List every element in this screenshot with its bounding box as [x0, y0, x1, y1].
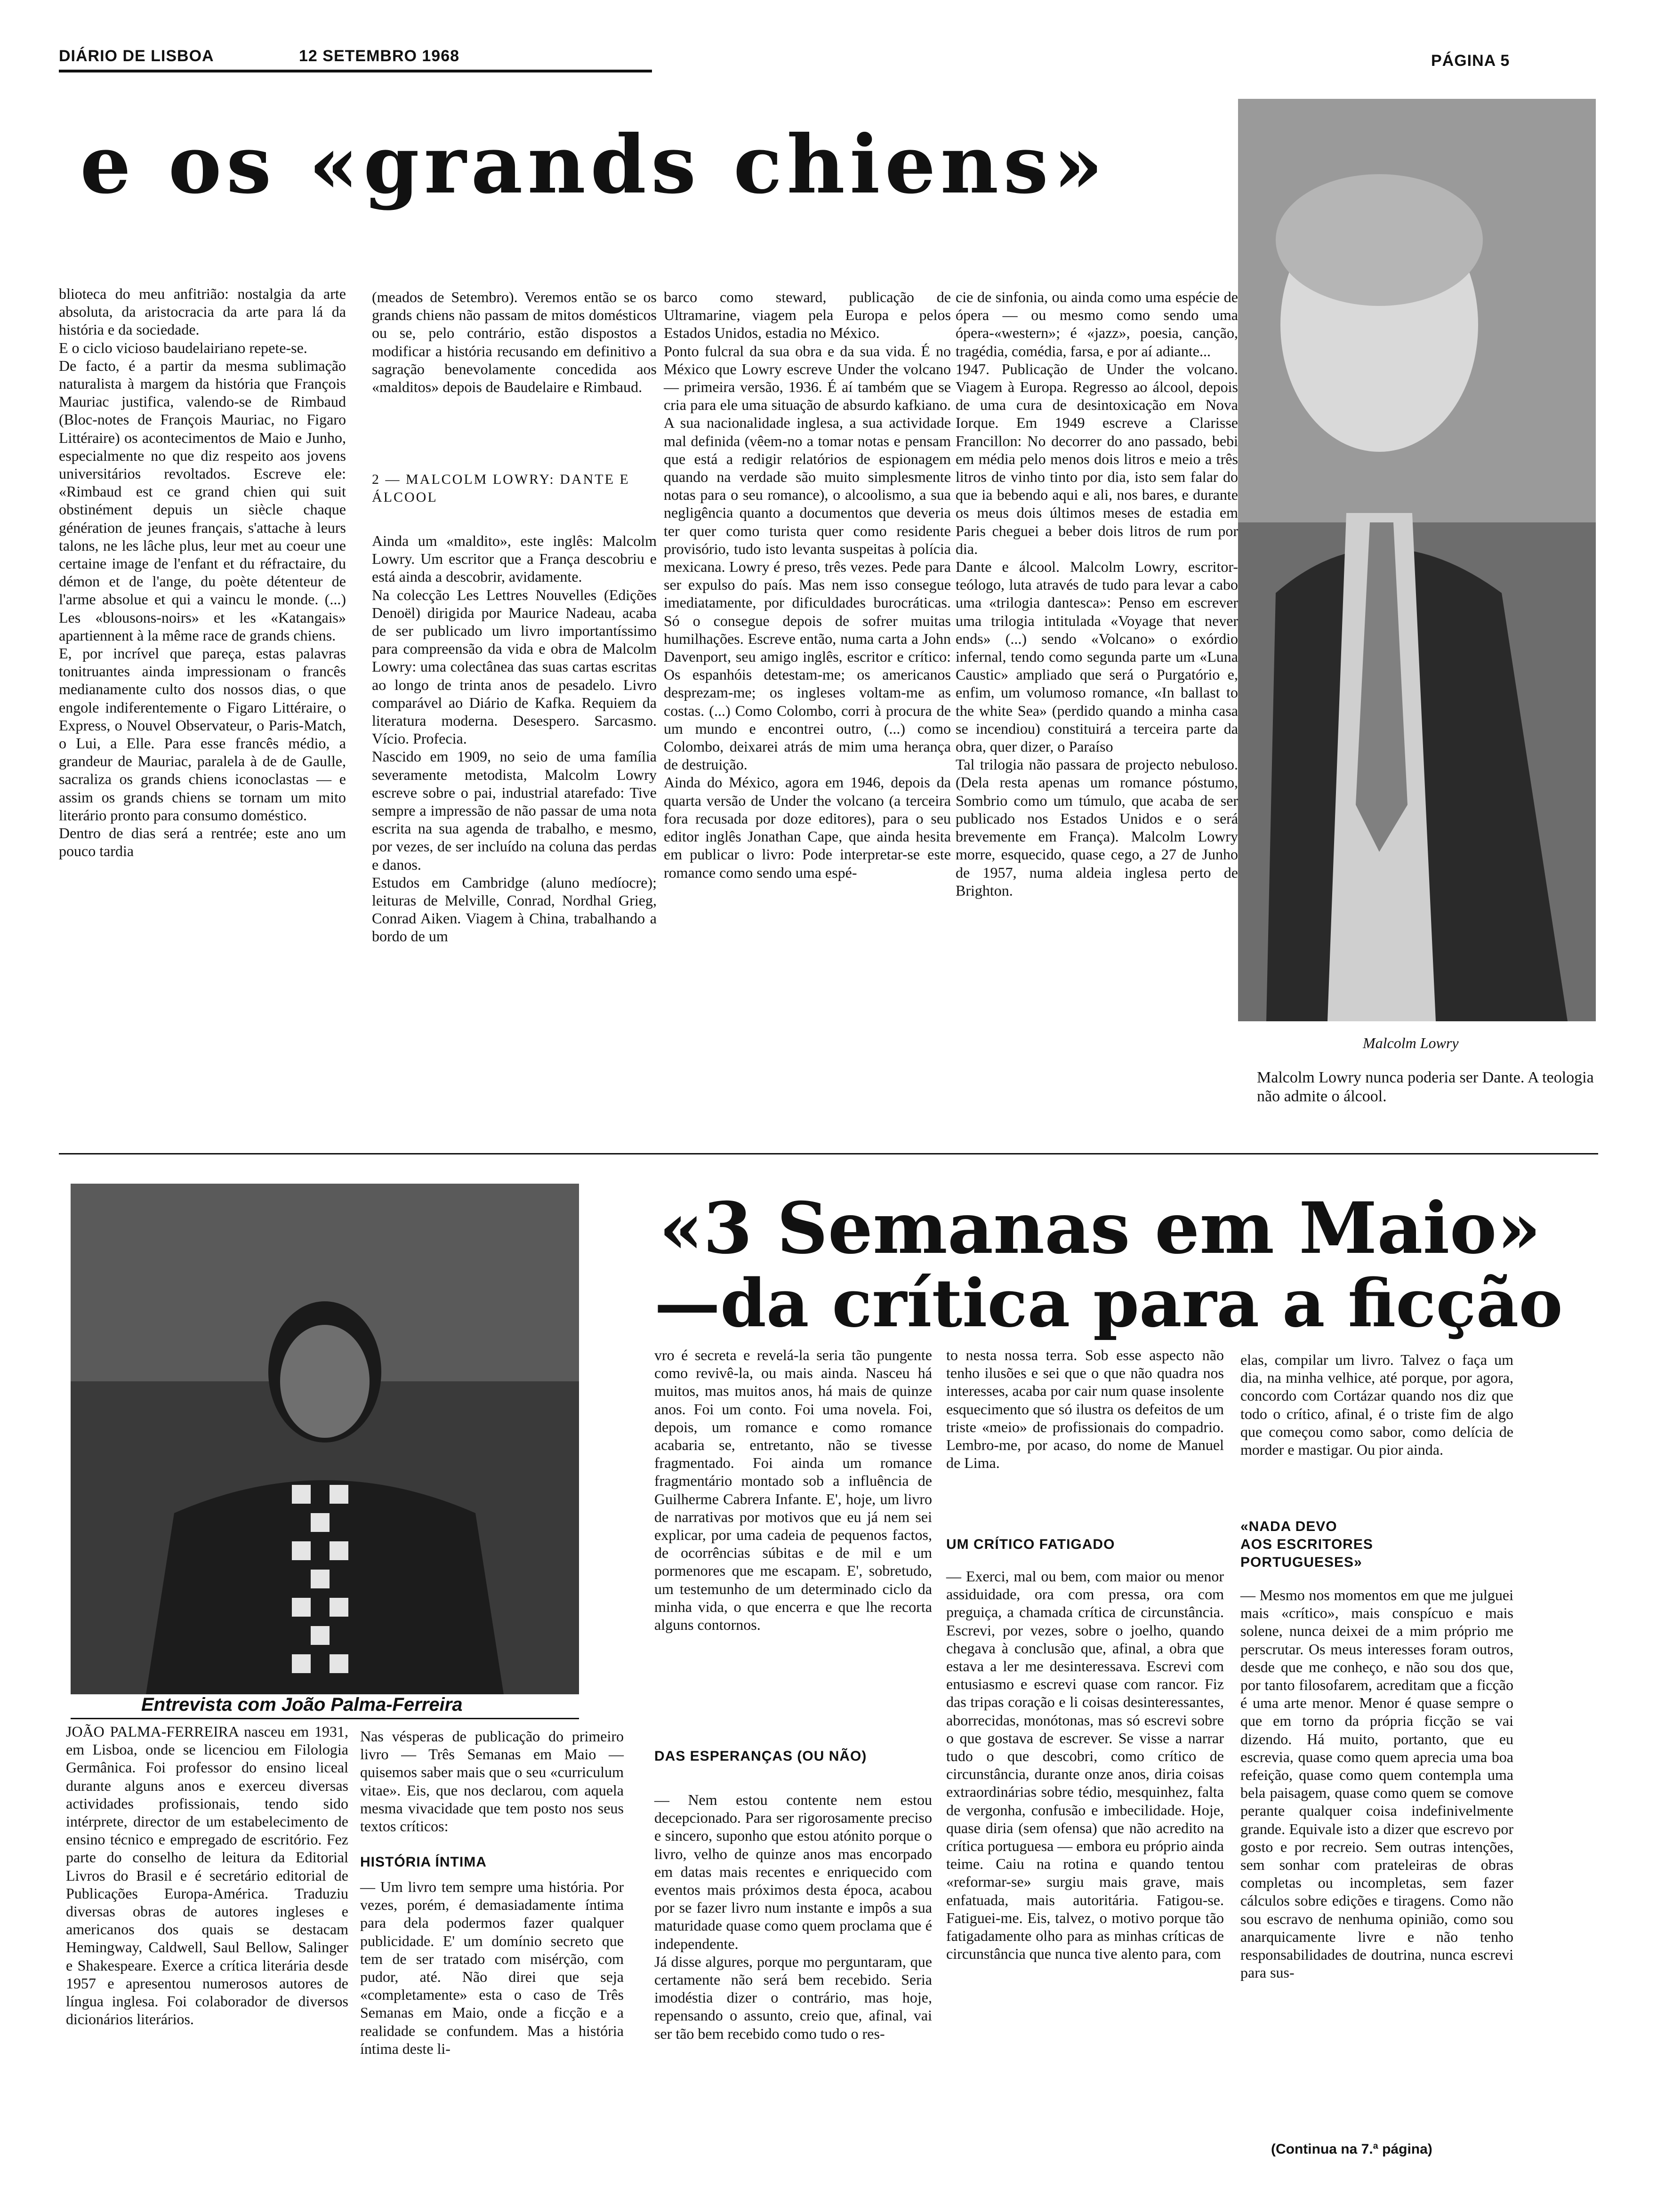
lowry-photo-name: Malcolm Lowry	[1363, 1034, 1459, 1051]
article2-column-4b: — Exerci, mal ou bem, com maior ou menor assiduidade, ora com pressa, ora com preguiça, a chamada crítica de circunstância. Escrevi, por vezes, sobre o joelho, quando chegava à conclusão que, afinal, a obra que estava a ler me desinteressava. Escrevi com entusiasmo e escrevi quase com rancor. Fiz das tripas coração e li coisas desinteressantes, aborrecidas, monótonas, mas só escrevi sobre o que gostava de escrever. Se visse a narrar tudo o que descobri, como crítico de circunstância, durante onze anos, diria coisas extraordinárias sobre tédio, mesquinhez, falta de vergonha, confusão e imbecilidade. Hoje, quase diria (sem ofensa) que não acredito na crítica portuguesa — embora eu próprio ainda teime. Caiu na rotina e quando tentou «reformar-se» surgiu mais grave, mais enfatuada, mais autoritária. Fatigou-se. Fatiguei-me. Eis, talvez, o motivo porque tão fatigadamente olho para as minhas críticas de circunstância que nunca tive alento para, com	[946, 1568, 1224, 1963]
masthead-rule	[59, 70, 652, 72]
article2-column-5b: — Mesmo nos momentos em que me julguei mais «crítico», mais conspícuo e mais solene, nunca deixei de a mim próprio me perscrutar. Os meus interesses foram outros, desde que me conheço, e não sou dos que, por tanto filosofarem, acreditam que a ficção é uma arte menor. Menor é quase sempre o que em torno da própria ficção se vai dizendo. Há muito, portanto, que eu escrevia, quase como quem aprecia uma boa refeição, quase como quem contempla uma bela paisagem, quase como quem se comove perante qualquer coisa indefinivelmente grande. Equivale isto a dizer que escrevo por gosto e por recreio. Sem outras intenções, sem sonhar com prateleiras de obras completas ou incompletas, sem fazer cálculos sobre edições e tiragens. Como não sou escravo de nenhuma opinião, como sou anarquicamente livre e não tenho responsabilidades de doutrina, nunca escrevi para sus-	[1240, 1587, 1513, 1981]
article1-column-1: blioteca do meu anfitrião: nostalgia da arte absoluta, da aristocracia da arte para lá da história e da sociedade. E o ciclo vicioso baudelairiano repete-se. De facto, é a partir da mesma sublimação naturalista à margem da história que François Mauriac justifica, valendo-se de Rimbaud (Bloc-notes de François Mauriac, no Figaro Littéraire) os acontecimentos de Maio e Junho, especialmente no que diz respeito aos jovens universitários revoltados. Escreve ele: «Rimbaud est ce grand chien qui suit obstinément depuis un siècle chaque génération de jeunes français, s'attache à leurs talons, ne les lâche plus, leur met au coeur une certaine image de l'enfant et du réfractaire, du démon et de l'ange, du poète détenteur de l'arme absolue et qui a vaincu le monde. (...) Les «blousons-noirs» et les «Katangais» apartiennent à la même race de grands chiens. E, por incrível que pareça, estas palavras tonitruantes ainda impressionam o francês medianamente culto dos nossos dias, o que engole indiferentemente o Figaro Littéraire, o Express, o Nouvel Observateur, o Paris-Match, o Lui, a Elle. Para esse francês médio, a grandeur de Mauriac, paralela à de de Gaulle, sacraliza os grands chiens iconoclastas — e assim os grands chiens se tornam um mito literário pronto para consumo doméstico. Dentro de dias será a rentrée; este ano um pouco tardia	[59, 285, 346, 860]
interview-photo-illustration	[71, 1184, 579, 1694]
subhead-critico-fatigado: UM CRÍTICO FATIGADO	[946, 1537, 1115, 1552]
caption-rule	[71, 1718, 579, 1719]
palma-ferreira-photo	[71, 1184, 579, 1694]
issue-date: 12 SETEMBRO 1968	[299, 47, 460, 65]
continued-on-page-note: (Continua na 7.ª página)	[1271, 2141, 1432, 2157]
lowry-photo-caption: Malcolm Lowry nunca poderia ser Dante. A teologia não admite o álcool.	[1257, 1069, 1594, 1105]
section-divider	[59, 1153, 1598, 1154]
article2-headline-line2: —da crítica para a ficção	[654, 1265, 1563, 1342]
subhead-das-esperancas: DAS ESPERANÇAS (OU NÃO)	[654, 1748, 867, 1764]
portrait-illustration	[1238, 99, 1596, 1021]
article2-column-3b: — Nem estou contente nem estou decepcionado. Para ser rigorosamente preciso e sincero, suponho que estou atónito porque o livro, velho de quinze anos mas encorpado em datas mais recentes e enriquecido com eventos mais próximos desta época, acabou por se fazer livro num instante e impôs a sua maturidade quase como quem proclama que é independente. Já disse algures, porque mo perguntaram, que certamente não será bem recebido. Seria imodéstia dizer o contrário, mas hoje, repensando o assunto, creio que, afinal, vai ser tão bem recebido como tudo o res-	[654, 1791, 932, 2042]
article2-bio-column: JOÃO PALMA-FERREIRA nasceu em 1931, em Lisboa, onde se licenciou em Filologia Germânica. Foi professor do ensino liceal durante alguns anos e exerceu diversas actividades profissionais, tendo sido intérprete, director de um estabelecimento de ensino técnico e empregado de escritório. Fez parte do conselho de leitura da Editorial Livros do Brasil e é secretário editorial de Publicações Europa-América. Traduziu diversas obras de autores ingleses e americanos dos quais se destacam Hemingway, Caldwell, Saul Bellow, Salinger e Shakespeare. Exerce a crítica literária desde 1957 e apresentou numerosos autores de língua inglesa. Foi colaborador de diversos dicionários literários.	[66, 1723, 348, 2028]
page-number: PÁGINA 5	[1431, 52, 1510, 70]
article2-column-4a: to nesta nossa terra. Sob esse aspecto não tenho ilusões e sei que o que não quadra nos interesses, acaba por cair num quase insolente esquecimento que só ilustra os defeitos de um triste «meio» de profissionais do compadrio. Lembro-me, por acaso, do nome de Manuel de Lima.	[946, 1346, 1224, 1472]
article1-column-2a: (meados de Setembro). Veremos então se os grands chiens não passam de mitos domésticos ou se, pelo contrário, estão dispostos a modificar a história recusando em definitivo a sagração benevolamente concedida aos «malditos» depois de Baudelaire e Rimbaud.	[372, 289, 657, 396]
article2-column-2a: Nas vésperas de publicação do primeiro livro — Três Semanas em Maio — quisemos saber mais que o seu «curriculum vitae». Eis, que nos declarou, com aquela mesma vivacidade que tem posto nos seus textos críticos:	[360, 1728, 624, 1835]
newspaper-name: DIÁRIO DE LISBOA	[59, 47, 214, 65]
article1-column-3: barco como steward, publicação de Ultramarine, viagem pela Europa e pelos Estados Unidos, estadia no México. Ponto fulcral da sua obra e da sua vida. É no México que Lowry escreve Under the volcano — primeira versão, 1936. É aí também que se cria para ele uma situação de absurdo kafkiano. A sua nacionalidade inglesa, a sua actividade mal definida (vêem-no a tomar notas e pensam que está a redigir relatórios de espionagem quando na verdade são muito simplesmente notas para o seu romance), o alcoolismo, a sua negligência quanto a documentos que deveria ter quer como turista quer como residente provisório, tudo isto levanta suspeitas à polícia mexicana. Lowry é preso, três vezes. Pede para ser expulso do país. Mas nem isso consegue imediatamente, por dificuldades burocráticas. Só o consegue depois de sofrer muitas humilhações. Escreve então, numa carta a John Davenport, seu amigo inglês, escritor e crítico: Os espanhóis detestam-me; os americanos desprezam-me; os ingleses voltam-me as costas. (...) Como Colombo, corri à procura de um mundo e encontrei outro, (...) como Colombo, deixarei atrás de mim uma herança de destruição. Ainda do México, agora em 1946, depois da quarta versão de Under the volcano (a terceira fora recusada por doze editores), para o seu editor inglês Jonathan Cape, que ainda hesita em publicar o livro: Pode interpretar-se este romance como sendo uma espé-	[664, 289, 951, 881]
subhead-nada-devo: «NADA DEVO AOS ESCRITORES PORTUGUESES»	[1240, 1519, 1373, 1570]
article1-column-2b: Ainda um «maldito», este inglês: Malcolm Lowry. Um escritor que a França descobriu e está ainda a descobrir, avidamente. Na colecção Les Lettres Nouvelles (Edições Denoël) dirigida por Maurice Nadeau, acaba de ser publicado um livro importantíssimo para compreensão da vida e obra de Malcolm Lowry: uma colectânea das suas cartas escritas ao longo de trinta anos de pesadelo. Livro comparável ao Diário de Kafka. Requiem da literatura moderna. Desespero. Sarcasmo. Vício. Profecia. Nascido em 1909, no seio de uma família severamente metodista, Malcolm Lowry escreve sobre o pai, industrial atarefado: Tive sempre a impressão de não passar de uma nota escrita na sua agenda de trabalho, e mesmo, por vezes, de ser incluído na coluna das perdas e danos. Estudos em Cambridge (aluno medíocre); leituras de Melville, Conrad, Nordhal Grieg, Conrad Aiken. Viagem à China, trabalhando a bordo de um	[372, 532, 657, 945]
article2-column-2b: — Um livro tem sempre uma história. Por vezes, porém, é demasiadamente íntima para dela podermos fazer qualquer publicidade. E' um domínio secreto que tem de ser tratado com misérção, com pudor, até. Não direi que seja «completamente» esta o caso de Três Semanas em Maio, onde a ficção e a realidade se confundem. Mas a história íntima deste li-	[360, 1878, 624, 2057]
article2-column-5a: elas, compilar um livro. Talvez o faça um dia, na minha velhice, até porque, por agora, concordo com Cortázar quando nos diz que todo o crítico, afinal, é o triste fim de algo que começou como sabor, como delícia de morder e mastigar. Ou pior ainda.	[1240, 1351, 1513, 1459]
subhead-historia-intima: HISTÓRIA ÍNTIMA	[360, 1854, 487, 1870]
article1-column-4: cie de sinfonia, ou ainda como uma espécie de ópera — ou mesmo como sendo uma ópera-«western»; é «jazz», poesia, canção, tragédia, comédia, farsa, e por aí adiante... 1947. Publicação de Under the volcano. Viagem à Europa. Regresso ao álcool, depois de uma cura de desintoxicação em Nova Iorque. Em 1949 escreve a Clarisse Francillon: No decorrer do ano passado, bebi em média pelo menos dois litros e meio a três litros de vinho tinto por dia, isto sem falar do que ia bebendo aqui e ali, nos bares, e durante os meus dois últimos meses de estadia em Paris cheguei a beber dois litros de rum por dia. Dante e álcool. Malcolm Lowry, escritor-teólogo, luta através de tudo para levar a cabo uma «trilogia dantesca»: Penso em escrever uma trilogia intitulada «Voyage that never ends» (...) sendo «Volcano» o exórdio infernal, tendo como segunda parte um «Luna Caustic» ampliado que será o Purgatório e, enfim, um volumoso romance, «In ballast to the white Sea» (perdido quando a minha casa se incendiou) constituirá a terceira parte da obra, quer dizer, o Paraíso Tal trilogia não passara de projecto nebuloso. (Dela resta apenas um romance póstumo, Sombrio como um túmulo, que acaba de ser publicado nos Estados Unidos e o será brevemente em França). Malcolm Lowry morre, esquecido, quase cego, a 27 de Junho de 1957, numa aldeia inglesa perto de Brighton.	[956, 289, 1238, 899]
interview-photo-caption: Entrevista com João Palma-Ferreira	[141, 1694, 463, 1715]
article2-column-3a: vro é secreta e revelá-la seria tão pungente como revivê-la, ou mais ainda. Nasceu há muitos, mas muitos anos, há mais de quinze anos. Foi um conto. Foi uma novela. Foi, depois, um romance e como romance acabaria se, entretanto, não se tivesse fragmentado. Foi ainda um romance fragmentário montado sob a influência de Guilherme Cabrera Infante. E', hoje, um livro de narrativas por motivos que eu já nem sei explicar, por uma cadeia de pequenos factos, de ocorrências súbitas e de mil e um pormenores que me escapam. E', sobretudo, um testemunho de um determinado ciclo da minha vida, o que encerra e que lhe recorta alguns contornos.	[654, 1346, 932, 1634]
article1-headline: e os «grands chiens»	[80, 118, 1108, 212]
article2-headline-line1: «3 Semanas em Maio»	[659, 1187, 1541, 1270]
article1-subhead-lowry: 2 — MALCOLM LOWRY: DANTE E ÁLCOOL	[372, 472, 630, 505]
malcolm-lowry-photo	[1238, 99, 1596, 1021]
